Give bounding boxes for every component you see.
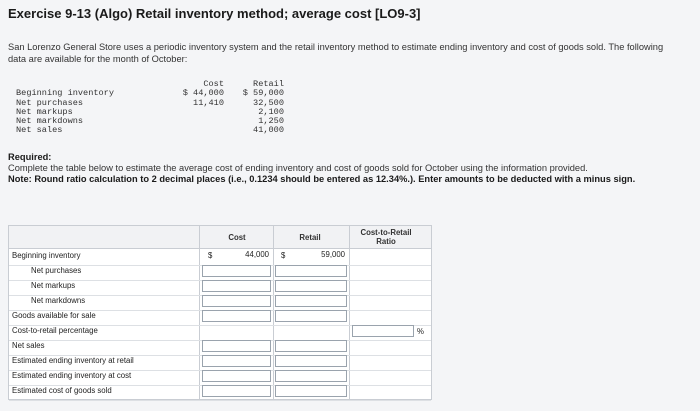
table-header — [9, 226, 431, 249]
cost-input: 44,000 — [245, 250, 269, 259]
currency-symbol: $ — [281, 251, 286, 260]
required-note: Note: Round ratio calculation to 2 decimal places (i.e., 0.1234 should be entered as 12.34%.). Enter amounts to be deducted with a minus sign. — [8, 174, 636, 184]
given-label: Net sales — [16, 125, 63, 136]
row-label: Goods available for sale — [12, 311, 96, 320]
cost-input[interactable] — [202, 340, 271, 352]
cost-input[interactable] — [202, 355, 271, 367]
row-label: Net purchases — [31, 266, 82, 275]
retail-method-table — [8, 225, 432, 400]
given-header-cost: Cost — [203, 79, 224, 89]
row-label: Net markdowns — [31, 296, 86, 305]
col-header-retail: Retail — [299, 233, 321, 242]
given-retail: 2,100 — [258, 106, 284, 117]
given-label: Net purchases — [16, 97, 84, 108]
required-heading: Required: — [8, 152, 52, 162]
retail-input[interactable] — [275, 385, 347, 397]
retail-input[interactable] — [275, 280, 347, 292]
given-cost: $ 44,000 — [182, 88, 224, 99]
row-label: Net markups — [31, 281, 76, 290]
cost-input[interactable] — [202, 280, 271, 292]
required-text: Complete the table below to estimate the average cost of ending inventory and cost of goods sold for October using the information provided. — [8, 163, 588, 173]
col-header-cost: Cost — [228, 233, 246, 242]
given-label: Beginning inventory — [16, 88, 114, 99]
table-row — [9, 384, 431, 401]
retail-input[interactable] — [275, 265, 347, 277]
retail-input: 59,000 — [321, 250, 345, 259]
cost-input[interactable] — [202, 385, 271, 397]
exercise-intro: San Lorenzo General Store uses a periodic inventory system and the retail inventory method to estimate ending inventory and cost of goods sold. The following data are available for the month of October: — [8, 42, 664, 64]
cost-input[interactable] — [202, 295, 271, 307]
given-header-retail: Retail — [253, 79, 284, 89]
given-retail: 1,250 — [258, 116, 284, 127]
given-retail: 32,500 — [253, 97, 284, 108]
retail-input[interactable] — [275, 370, 347, 382]
given-label: Net markdowns — [16, 116, 84, 127]
exercise-title: Exercise 9-13 (Algo) Retail inventory method; average cost [LO9-3] — [8, 6, 421, 21]
retail-input[interactable] — [275, 310, 347, 322]
currency-symbol: $ — [208, 251, 213, 260]
required-section — [8, 152, 648, 185]
retail-input[interactable] — [275, 340, 347, 352]
given-retail: $ 59,000 — [242, 88, 284, 99]
row-label: Net sales — [12, 341, 45, 350]
row-label: Cost-to-retail percentage — [12, 326, 98, 335]
given-retail: 41,000 — [253, 125, 284, 136]
row-label: Estimated ending inventory at retail — [12, 356, 134, 365]
cost-input[interactable] — [202, 370, 271, 382]
row-label: Estimated cost of goods sold — [12, 386, 112, 395]
given-label: Net markups — [16, 106, 73, 117]
row-label: Beginning inventory — [12, 251, 81, 260]
given-cost: 11,410 — [193, 97, 224, 108]
percent-sign: % — [417, 327, 424, 336]
retail-input[interactable] — [275, 355, 347, 367]
ratio-input[interactable] — [352, 325, 414, 337]
row-label: Estimated ending inventory at cost — [12, 371, 132, 380]
col-header-ratio: Cost-to-Retail Ratio — [360, 228, 412, 246]
cost-input[interactable] — [202, 265, 271, 277]
cost-input[interactable] — [202, 310, 271, 322]
retail-input[interactable] — [275, 295, 347, 307]
